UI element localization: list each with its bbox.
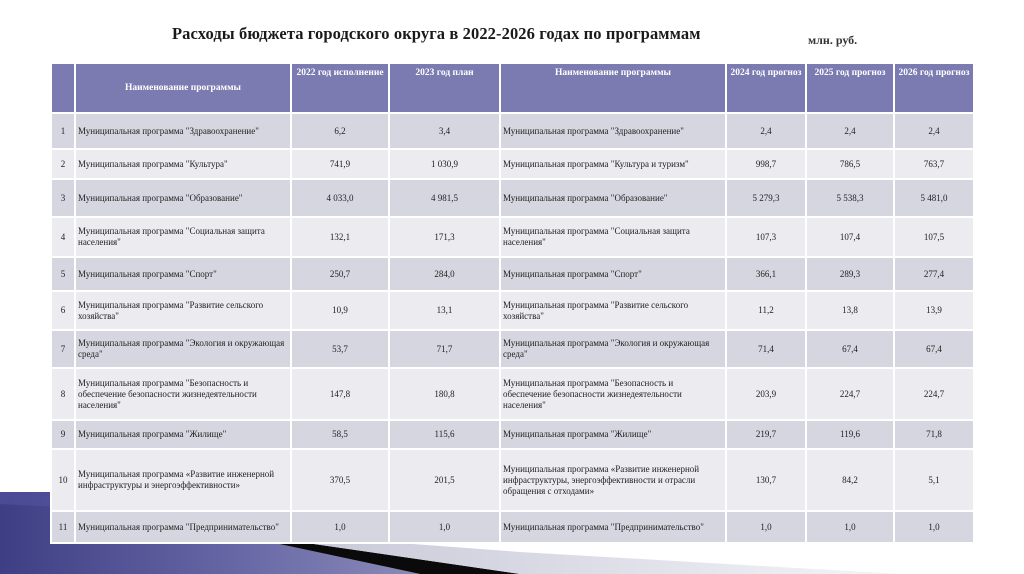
budget-table bbox=[50, 62, 975, 544]
value-2024: 130,7 bbox=[726, 449, 806, 511]
value-2025: 786,5 bbox=[806, 149, 894, 179]
program-name-right: Муниципальная программа "Социальная защита населения" bbox=[500, 217, 726, 257]
program-name-left: Муниципальная программа "Социальная защита населения" bbox=[75, 217, 291, 257]
header-2026: 2026 год прогноз bbox=[894, 63, 974, 113]
value-2024: 2,4 bbox=[726, 113, 806, 149]
value-2024: 11,2 bbox=[726, 291, 806, 330]
value-2023: 180,8 bbox=[389, 368, 500, 420]
row-number: 1 bbox=[51, 113, 75, 149]
program-name-left: Муниципальная программа "Экология и окружающая среда" bbox=[75, 330, 291, 368]
value-2024: 366,1 bbox=[726, 257, 806, 291]
value-2025: 5 538,3 bbox=[806, 179, 894, 217]
value-2026: 763,7 bbox=[894, 149, 974, 179]
table-row bbox=[51, 368, 974, 420]
value-2026: 67,4 bbox=[894, 330, 974, 368]
program-name-right: Муниципальная программа "Предпринимательство" bbox=[500, 511, 726, 543]
value-2025: 13,8 bbox=[806, 291, 894, 330]
value-2022: 132,1 bbox=[291, 217, 389, 257]
program-name-right: Муниципальная программа "Развитие сельского хозяйства" bbox=[500, 291, 726, 330]
value-2022: 147,8 bbox=[291, 368, 389, 420]
row-number: 4 bbox=[51, 217, 75, 257]
value-2022: 10,9 bbox=[291, 291, 389, 330]
table-row bbox=[51, 291, 974, 330]
value-2026: 224,7 bbox=[894, 368, 974, 420]
value-2025: 119,6 bbox=[806, 420, 894, 449]
value-2022: 6,2 bbox=[291, 113, 389, 149]
value-2024: 5 279,3 bbox=[726, 179, 806, 217]
value-2022: 370,5 bbox=[291, 449, 389, 511]
value-2022: 1,0 bbox=[291, 511, 389, 543]
value-2025: 224,7 bbox=[806, 368, 894, 420]
program-name-right: Муниципальная программа "Безопасность и обеспечение безопасности жизнедеятельности населения" bbox=[500, 368, 726, 420]
header-program-name-right: Наименование программы bbox=[500, 63, 726, 113]
row-number: 8 bbox=[51, 368, 75, 420]
row-number: 11 bbox=[51, 511, 75, 543]
program-name-left: Муниципальная программа «Развитие инженерной инфраструктуры и энергоэффективности» bbox=[75, 449, 291, 511]
program-name-right: Муниципальная программа "Жилище" bbox=[500, 420, 726, 449]
program-name-right: Муниципальная программа "Культура и туризм" bbox=[500, 149, 726, 179]
value-2023: 13,1 bbox=[389, 291, 500, 330]
row-number: 6 bbox=[51, 291, 75, 330]
program-name-left: Муниципальная программа "Безопасность и обеспечение безопасности жизнедеятельности населения" bbox=[75, 368, 291, 420]
header-2025: 2025 год прогноз bbox=[806, 63, 894, 113]
header-program-name-left: Наименование программы bbox=[75, 63, 291, 113]
value-2022: 53,7 bbox=[291, 330, 389, 368]
header-2022: 2022 год исполнение bbox=[291, 63, 389, 113]
value-2026: 1,0 bbox=[894, 511, 974, 543]
value-2024: 998,7 bbox=[726, 149, 806, 179]
table-header-row bbox=[51, 63, 974, 113]
value-2024: 219,7 bbox=[726, 420, 806, 449]
value-2022: 4 033,0 bbox=[291, 179, 389, 217]
value-2023: 1 030,9 bbox=[389, 149, 500, 179]
table-row bbox=[51, 449, 974, 511]
slide-title: Расходы бюджета городского округа в 2022-2026 годах по программам bbox=[172, 24, 701, 43]
program-name-left: Муниципальная программа "Жилище" bbox=[75, 420, 291, 449]
value-2024: 107,3 bbox=[726, 217, 806, 257]
value-2026: 71,8 bbox=[894, 420, 974, 449]
value-2025: 67,4 bbox=[806, 330, 894, 368]
value-2024: 1,0 bbox=[726, 511, 806, 543]
value-2026: 107,5 bbox=[894, 217, 974, 257]
row-number: 9 bbox=[51, 420, 75, 449]
value-2026: 5 481,0 bbox=[894, 179, 974, 217]
header-2023: 2023 год план bbox=[389, 63, 500, 113]
value-2025: 289,3 bbox=[806, 257, 894, 291]
value-2023: 4 981,5 bbox=[389, 179, 500, 217]
table-row bbox=[51, 113, 974, 149]
value-2023: 71,7 bbox=[389, 330, 500, 368]
program-name-left: Муниципальная программа "Развитие сельского хозяйства" bbox=[75, 291, 291, 330]
value-2023: 1,0 bbox=[389, 511, 500, 543]
value-2023: 201,5 bbox=[389, 449, 500, 511]
row-number: 10 bbox=[51, 449, 75, 511]
table-row bbox=[51, 257, 974, 291]
program-name-right: Муниципальная программа "Образование" bbox=[500, 179, 726, 217]
program-name-left: Муниципальная программа "Предпринимательство" bbox=[75, 511, 291, 543]
value-2024: 203,9 bbox=[726, 368, 806, 420]
value-2024: 71,4 bbox=[726, 330, 806, 368]
program-name-right: Муниципальная программа "Экология и окружающая среда" bbox=[500, 330, 726, 368]
program-name-left: Муниципальная программа "Культура" bbox=[75, 149, 291, 179]
value-2023: 284,0 bbox=[389, 257, 500, 291]
value-2026: 13,9 bbox=[894, 291, 974, 330]
units-label: млн. руб. bbox=[808, 33, 858, 47]
program-name-left: Муниципальная программа "Образование" bbox=[75, 179, 291, 217]
value-2023: 115,6 bbox=[389, 420, 500, 449]
program-name-right: Муниципальная программа "Спорт" bbox=[500, 257, 726, 291]
program-name-right: Муниципальная программа «Развитие инженерной инфраструктуры, энергоэффективности и отрасли обращения с отходами» bbox=[500, 449, 726, 511]
program-name-left: Муниципальная программа "Спорт" bbox=[75, 257, 291, 291]
header-2024: 2024 год прогноз bbox=[726, 63, 806, 113]
row-number: 3 bbox=[51, 179, 75, 217]
value-2026: 5,1 bbox=[894, 449, 974, 511]
value-2022: 741,9 bbox=[291, 149, 389, 179]
value-2022: 250,7 bbox=[291, 257, 389, 291]
row-number: 2 bbox=[51, 149, 75, 179]
table-row bbox=[51, 149, 974, 179]
table-row bbox=[51, 179, 974, 217]
table-row bbox=[51, 420, 974, 449]
row-number: 5 bbox=[51, 257, 75, 291]
header-num bbox=[51, 63, 75, 113]
row-number: 7 bbox=[51, 330, 75, 368]
program-name-right: Муниципальная программа "Здравоохранение" bbox=[500, 113, 726, 149]
table-row bbox=[51, 511, 974, 543]
value-2026: 2,4 bbox=[894, 113, 974, 149]
value-2025: 84,2 bbox=[806, 449, 894, 511]
table-row bbox=[51, 330, 974, 368]
value-2025: 1,0 bbox=[806, 511, 894, 543]
value-2026: 277,4 bbox=[894, 257, 974, 291]
value-2023: 171,3 bbox=[389, 217, 500, 257]
value-2023: 3,4 bbox=[389, 113, 500, 149]
program-name-left: Муниципальная программа "Здравоохранение" bbox=[75, 113, 291, 149]
value-2025: 107,4 bbox=[806, 217, 894, 257]
value-2022: 58,5 bbox=[291, 420, 389, 449]
table-row bbox=[51, 217, 974, 257]
value-2025: 2,4 bbox=[806, 113, 894, 149]
